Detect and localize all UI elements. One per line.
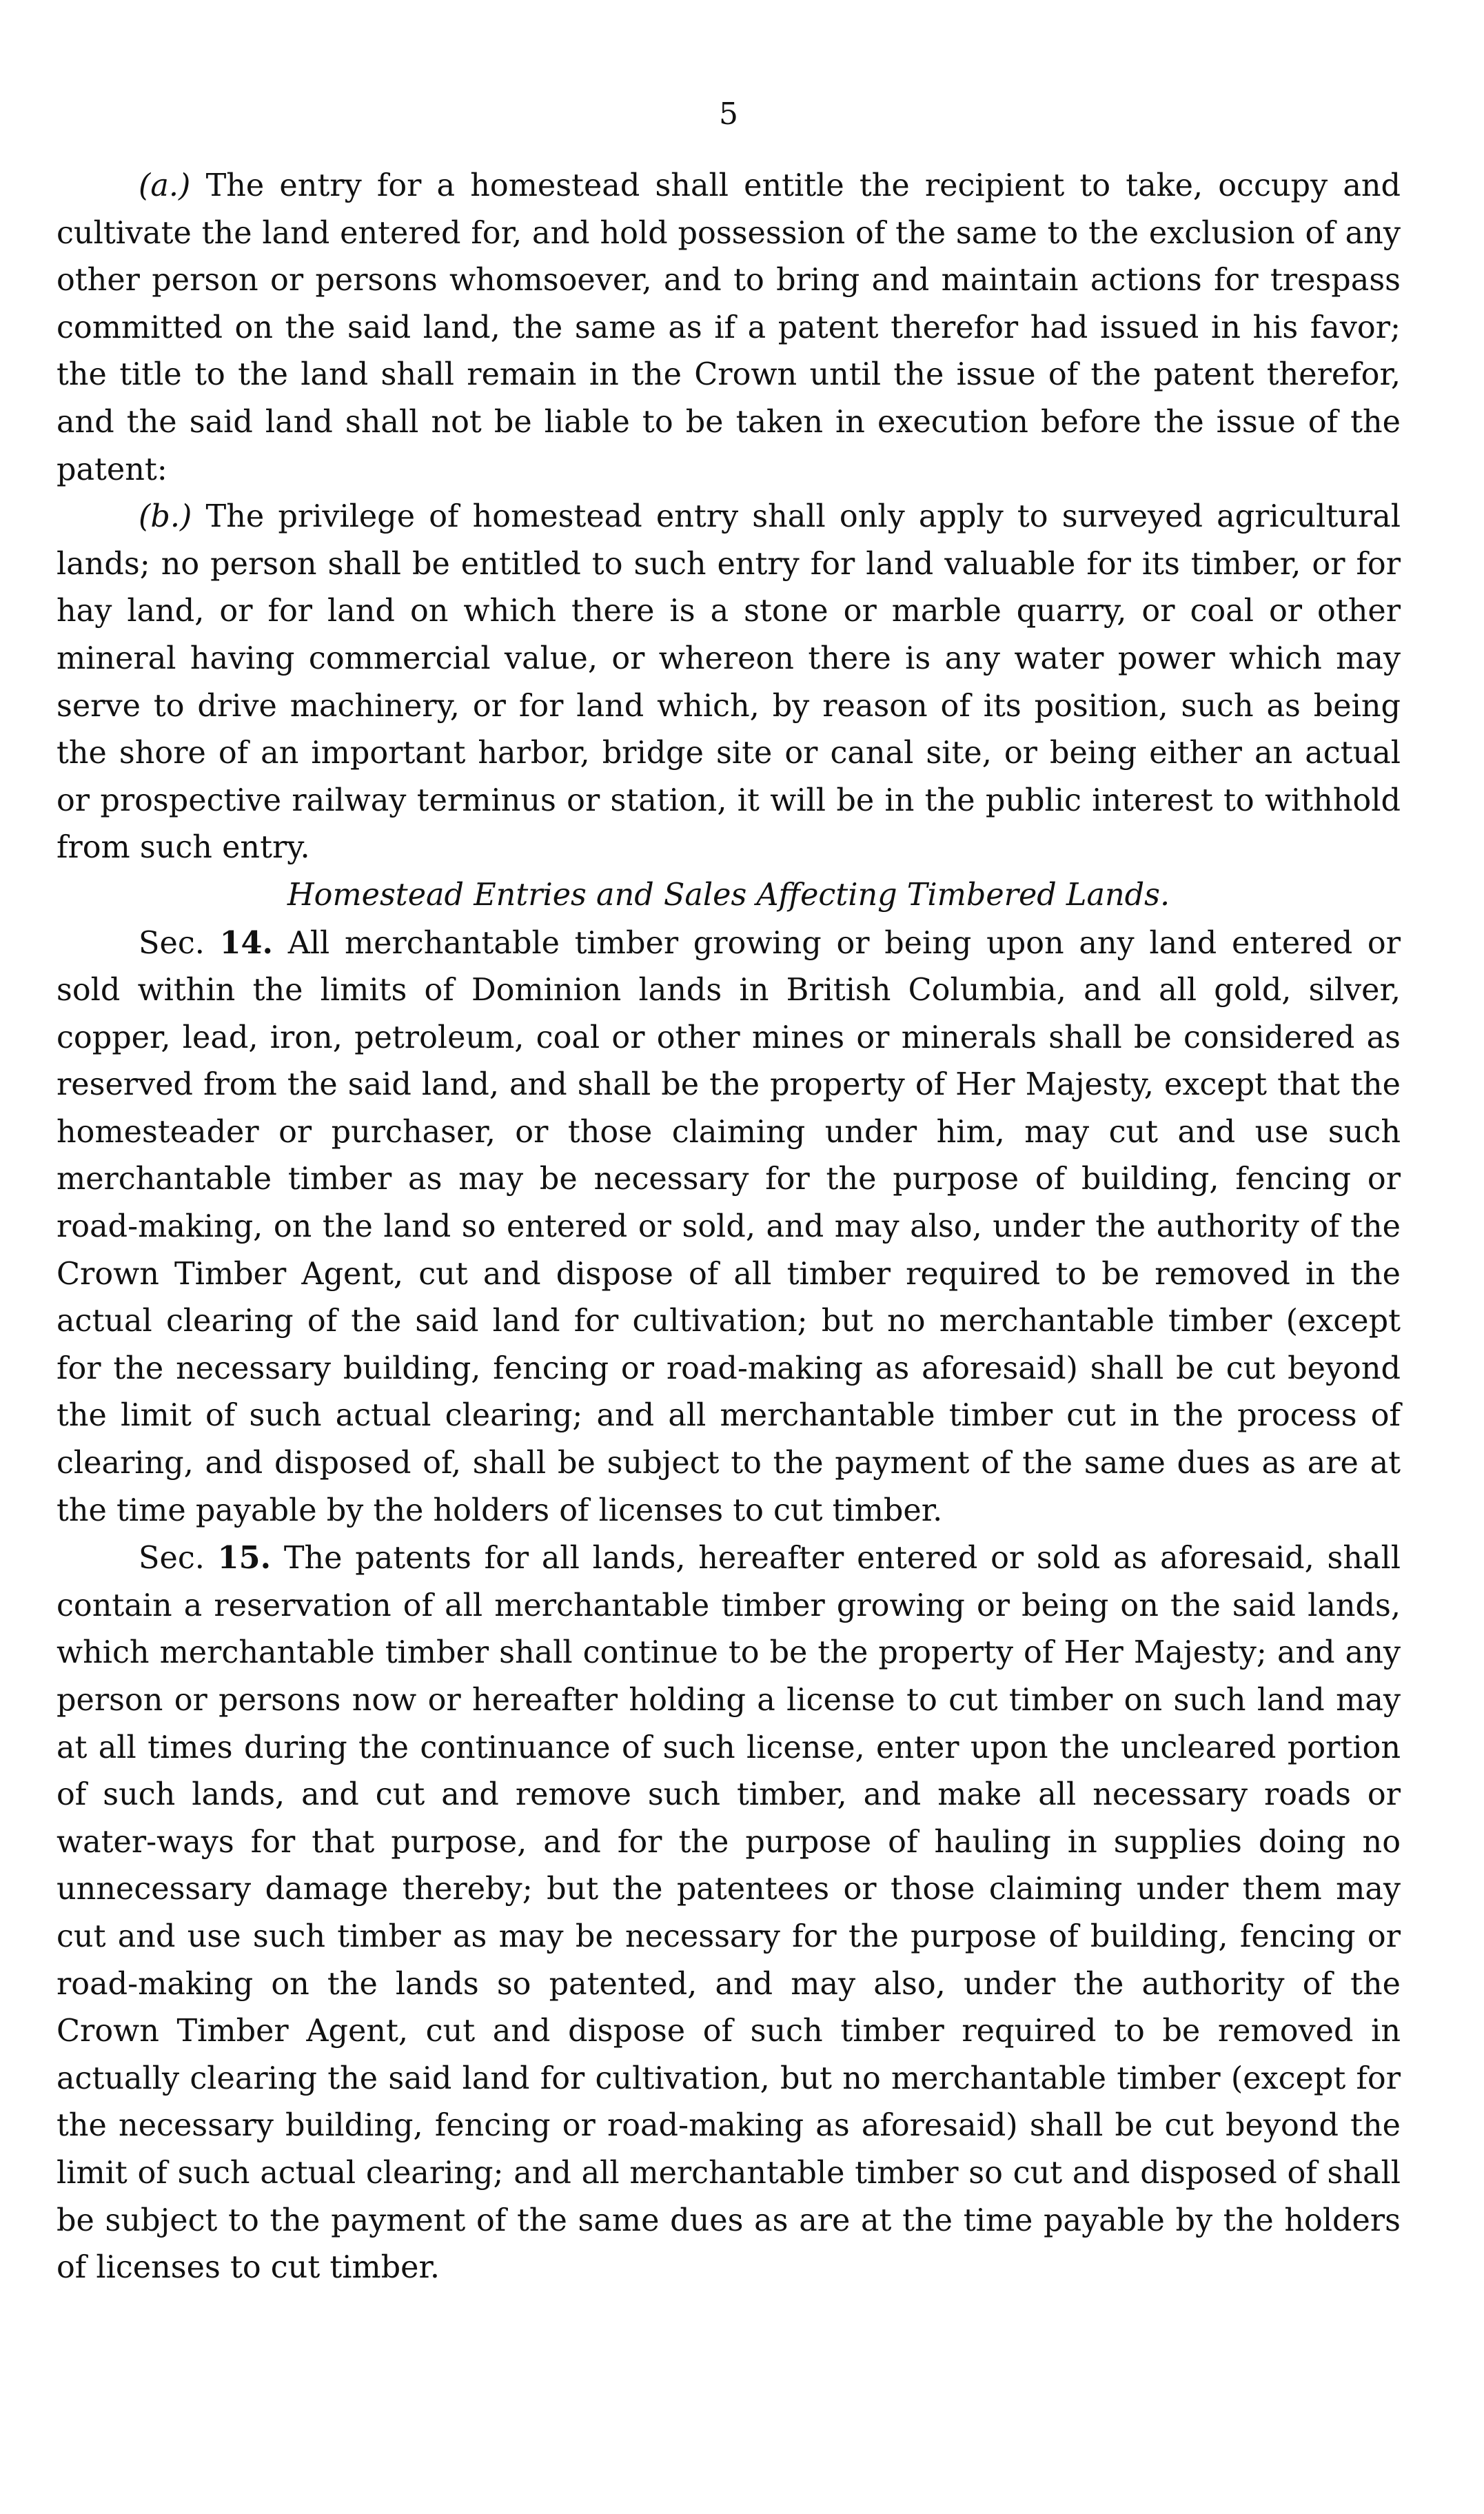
- document-body: [57, 163, 1401, 2292]
- paragraph-a-text: The entry for a homestead shall entitle the recipient to take, occupy and cultivate the land entered for, and hold possession of the same to the exclusion of any other person or persons whomsoever, and to bring and maintain actions for trespass committed on the said land, the same as if a patent therefor had issued in his favor; the title to the land shall remain in the Crown until the issue of the patent therefor, and the said land shall not be liable to be taken in execution before the issue of the patent:: [57, 168, 1401, 487]
- section-14: [57, 920, 1401, 1535]
- paragraph-a: [57, 163, 1401, 494]
- section-15-text: The patents for all lands, hereafter entered or sold as aforesaid, shall contain a reservation of all merchantable timber growing or being on the said lands, which merchantable timber shall continue to be the property of Her Majesty; and any person or persons now or hereafter holding a license to cut timber on such land may at all times during the continuance of such license, enter upon the uncleared portion of such lands, and cut and remove such timber, and make all necessary roads or water-ways for that purpose, and for the purpose of hauling in supplies doing no unnecessary damage thereby; but the patentees or those claiming under them may cut and use such timber as may be necessary for the purpose of building, fencing or road-making on the lands so patented, and may also, under the authority of the Crown Timber Agent, cut and dispose of such timber required to be removed in actually clearing the said land for cultivation, but no merchantable timber (except for the necessary building, fencing or road-making as aforesaid) shall be cut beyond the limit of such actual clearing; and all merchantable timber so cut and disposed of shall be subject to the payment of the same dues as are at the time payable by the holders of licenses to cut timber.: [57, 1541, 1401, 2286]
- paragraph-a-label: (a.): [139, 168, 191, 203]
- section-15-label: Sec.: [139, 1541, 205, 1577]
- page-number: 5: [719, 97, 738, 132]
- section-14-label: Sec.: [139, 925, 205, 961]
- paragraph-b-text: The privilege of homestead entry shall only apply to surveyed agricultural lands; no person shall be entitled to such entry for land valuable for its timber, or for hay land, or for land on which there is a stone or marble quarry, or coal or other mineral having commercial value, or whereon there is any water power which may serve to drive machinery, or for land which, by reason of its position, such as being the shore of an important harbor, bridge site or canal site, or being either an actual or prospective railway terminus or station, it will be in the public interest to withhold from such entry.: [57, 499, 1401, 866]
- document-page: [57, 0, 1401, 2514]
- section-15-number: 15.: [217, 1540, 272, 1577]
- section-14-number: 14.: [219, 924, 273, 961]
- section-heading: Homestead Entries and Sales Affecting Timbered Lands.: [287, 877, 1170, 913]
- paragraph-b-label: (b.): [139, 499, 192, 535]
- section-14-text: All merchantable timber growing or being upon any land entered or sold within the limits of Dominion lands in British Columbia, and all gold, silver, copper, lead, iron, petroleum, coal or other mines or minerals shall be considered as reserved from the said land, and shall be the property of Her Majesty, except that the homesteader or purchaser, or those claiming under him, may cut and use such merchantable timber as may be necessary for the purpose of building, fencing or road-making, on the land so entered or sold, and may also, under the authority of the Crown Timber Agent, cut and dispose of all timber required to be removed in the actual clearing of the said land for cultivation; but no merchantable timber (except for the necessary building, fencing or road-making as aforesaid) shall be cut beyond the limit of such actual clearing; and all merchantable timber cut in the process of clearing, and disposed of, shall be subject to the payment of the same dues as are at the time payable by the holders of licenses to cut timber.: [57, 925, 1401, 1528]
- section-15: [57, 1534, 1401, 2292]
- paragraph-b: [57, 494, 1401, 872]
